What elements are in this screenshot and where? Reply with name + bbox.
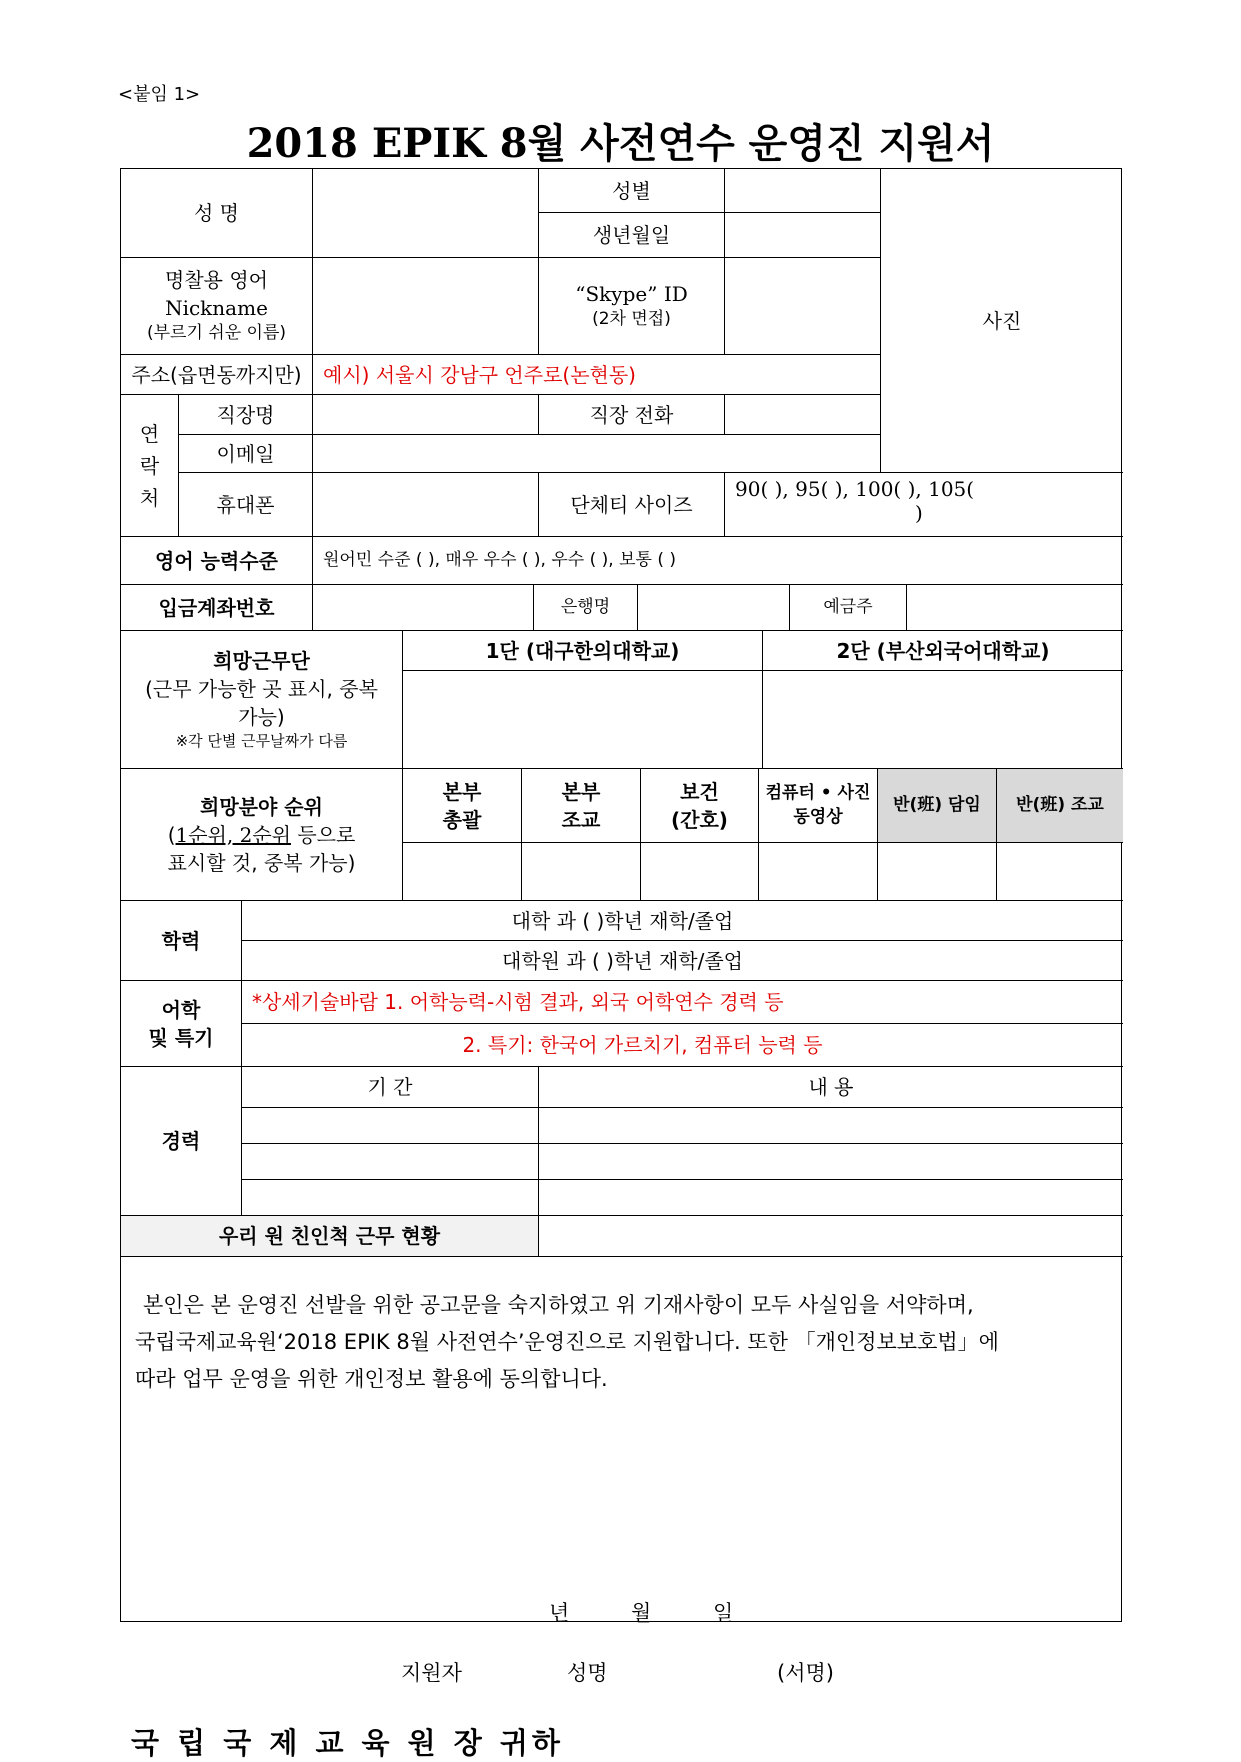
career-label: 경력 [121,1067,242,1216]
field2-rank[interactable] [522,843,641,901]
field6-label: 반(班) 조교 [997,769,1123,843]
field4-label-line2: 동영상 [793,806,843,827]
field-pref-note2: 표시할 것, 중복 가능) [167,850,356,875]
tshirt-options[interactable] [725,473,1123,537]
workplace-field[interactable] [313,395,539,435]
team2-field[interactable] [763,671,1123,769]
bank-field[interactable] [638,585,790,631]
field1-label [403,769,522,843]
nickname-label-line2: Nickname [165,296,268,321]
team1-label: 1단 (대구한의대학교) [403,631,763,671]
field4-rank[interactable] [759,843,878,901]
field5-label: 반(班) 담임 [878,769,997,843]
team-pref-label [121,631,403,769]
nickname-label-line1: 명찰용 영어 [165,268,268,293]
language-label [121,981,242,1067]
field-pref-label [121,769,403,901]
english-level-options[interactable]: 원어민 수준 ( ), 매우 우수 ( ), 우수 ( ), 보통 ( ) [313,537,1123,585]
tshirt-label: 단체티 사이즈 [539,473,725,537]
language-label-line2: 및 특기 [148,1025,214,1050]
team-pref-title: 희망근무단 [213,649,310,673]
applicant-name-label: 성명 [567,1661,608,1685]
language-note-2[interactable]: 2. 특기: 한국어 가르치기, 컴퓨터 능력 등 [242,1024,1123,1067]
signature-label: (서명) [777,1661,834,1685]
field-pref-rank-example: 1순위, 2순위 [175,822,291,847]
field-pref-paren: ( [167,822,176,847]
field4-label-line1: 컴퓨터 • 사진 [765,782,871,803]
pledge-line3: 따라 업무 운영을 위한 개인정보 활용에 동의합니다. [135,1367,608,1391]
team1-field[interactable] [403,671,763,769]
field-pref-note1 [168,821,356,849]
date-day-label: 일 [713,1601,734,1625]
skype-label-line1: “Skype” ID [575,282,688,307]
english-level-label: 영어 능력수준 [121,537,313,585]
work-phone-field[interactable] [725,395,881,435]
holder-label: 예금주 [790,585,907,631]
field5-rank[interactable] [878,843,997,901]
career-content-3[interactable] [539,1180,1123,1216]
field4-label [759,769,878,843]
applicant-label: 지원자 [401,1661,462,1685]
tshirt-options-line1: 90( ), 95( ), 100( ), 105( [735,477,975,501]
recipient-line: 국 립 국 제 교 육 원 장 귀하 [131,1726,564,1760]
workplace-label: 직장명 [179,395,313,435]
career-period-1[interactable] [242,1108,539,1144]
skype-label-line2: (2차 면접) [592,309,671,330]
attachment-label: <붙임 1> [118,84,201,105]
mobile-label: 휴대폰 [179,473,313,537]
contact-label-2: 락 [139,453,160,478]
gender-field[interactable] [725,169,881,213]
address-field[interactable]: 예시) 서울시 강남구 언주로(논현동) [313,355,881,395]
education-university[interactable]: 대학 과 ( )학년 재학/졸업 [242,901,1123,941]
photo-box[interactable]: 사진 [881,169,1123,473]
language-label-line1: 어학 [161,997,201,1022]
tshirt-options-line2: ) [915,501,923,525]
pledge-line2: 국립국제교육원‘2018 EPIK 8월 사전연수’운영진으로 지원합니다. 또한 「개인정보보호법」에 [135,1330,999,1354]
career-period-header: 기 간 [242,1067,539,1108]
contact-label [121,395,179,537]
field1-label-line2: 총괄 [442,807,482,832]
field3-label-line2: (간호) [671,807,728,832]
pledge-line1: 본인은 본 운영진 선발을 위한 공고문을 숙지하였고 위 기재사항이 모두 사실임을 서약하며, [143,1293,974,1317]
application-form [120,168,1122,1760]
nickname-label [121,258,313,355]
mobile-field[interactable] [313,473,539,537]
pledge-text [135,1287,1107,1398]
education-graduate[interactable]: 대학원 과 ( )학년 재학/졸업 [242,941,1123,981]
gender-label: 성별 [539,169,725,213]
date-month-label: 월 [631,1601,652,1625]
field3-label-line1: 보건 [680,779,719,804]
field3-rank[interactable] [641,843,759,901]
field1-label-line1: 본부 [442,779,482,804]
education-label: 학력 [121,901,242,981]
team2-label: 2단 (부산외국어대학교) [763,631,1123,671]
field3-label [641,769,759,843]
field2-label [522,769,641,843]
career-period-3[interactable] [242,1180,539,1216]
skype-label [539,258,725,355]
contact-label-1: 연 [139,421,160,446]
account-label: 입금계좌번호 [121,585,313,631]
career-content-header: 내 용 [539,1067,1123,1108]
team-pref-note2: 가능) [238,705,285,729]
nickname-field[interactable] [313,258,539,355]
team-pref-note3: ※각 단별 근무날짜가 다름 [175,732,348,750]
birth-field[interactable] [725,213,881,258]
email-label: 이메일 [179,435,313,473]
field2-label-line1: 본부 [561,779,601,804]
form-title: 2018 EPIK 8월 사전연수 운영진 지원서 [246,120,995,167]
address-label: 주소(읍면동까지만) [121,355,313,395]
email-field[interactable] [313,435,881,473]
career-period-2[interactable] [242,1144,539,1180]
field-pref-suffix: 등으로 [290,822,356,847]
bank-label: 은행명 [534,585,638,631]
field6-rank[interactable] [997,843,1123,901]
language-note-1[interactable]: *상세기술바람 1. 어학능력-시험 결과, 외국 어학연수 경력 등 [242,981,1123,1024]
field-pref-title: 희망분야 순위 [200,794,323,819]
account-field[interactable] [313,585,534,631]
field1-rank[interactable] [403,843,522,901]
name-field[interactable] [313,169,539,258]
field2-label-line2: 조교 [561,807,601,832]
contact-label-3: 처 [139,485,160,510]
relatives-field[interactable] [539,1216,1123,1257]
date-year-label: 년 [549,1601,570,1625]
birth-label: 생년월일 [539,213,725,258]
career-content-1[interactable] [539,1108,1123,1144]
work-phone-label: 직장 전화 [539,395,725,435]
career-content-2[interactable] [539,1144,1123,1180]
holder-field[interactable] [907,585,1123,631]
skype-field[interactable] [725,258,881,355]
name-label: 성 명 [121,169,313,258]
nickname-label-line3: (부르기 쉬운 이름) [146,323,287,344]
team-pref-note1: (근무 가능한 곳 표시, 중복 [145,677,378,701]
relatives-label: 우리 원 친인척 근무 현황 [121,1216,539,1257]
